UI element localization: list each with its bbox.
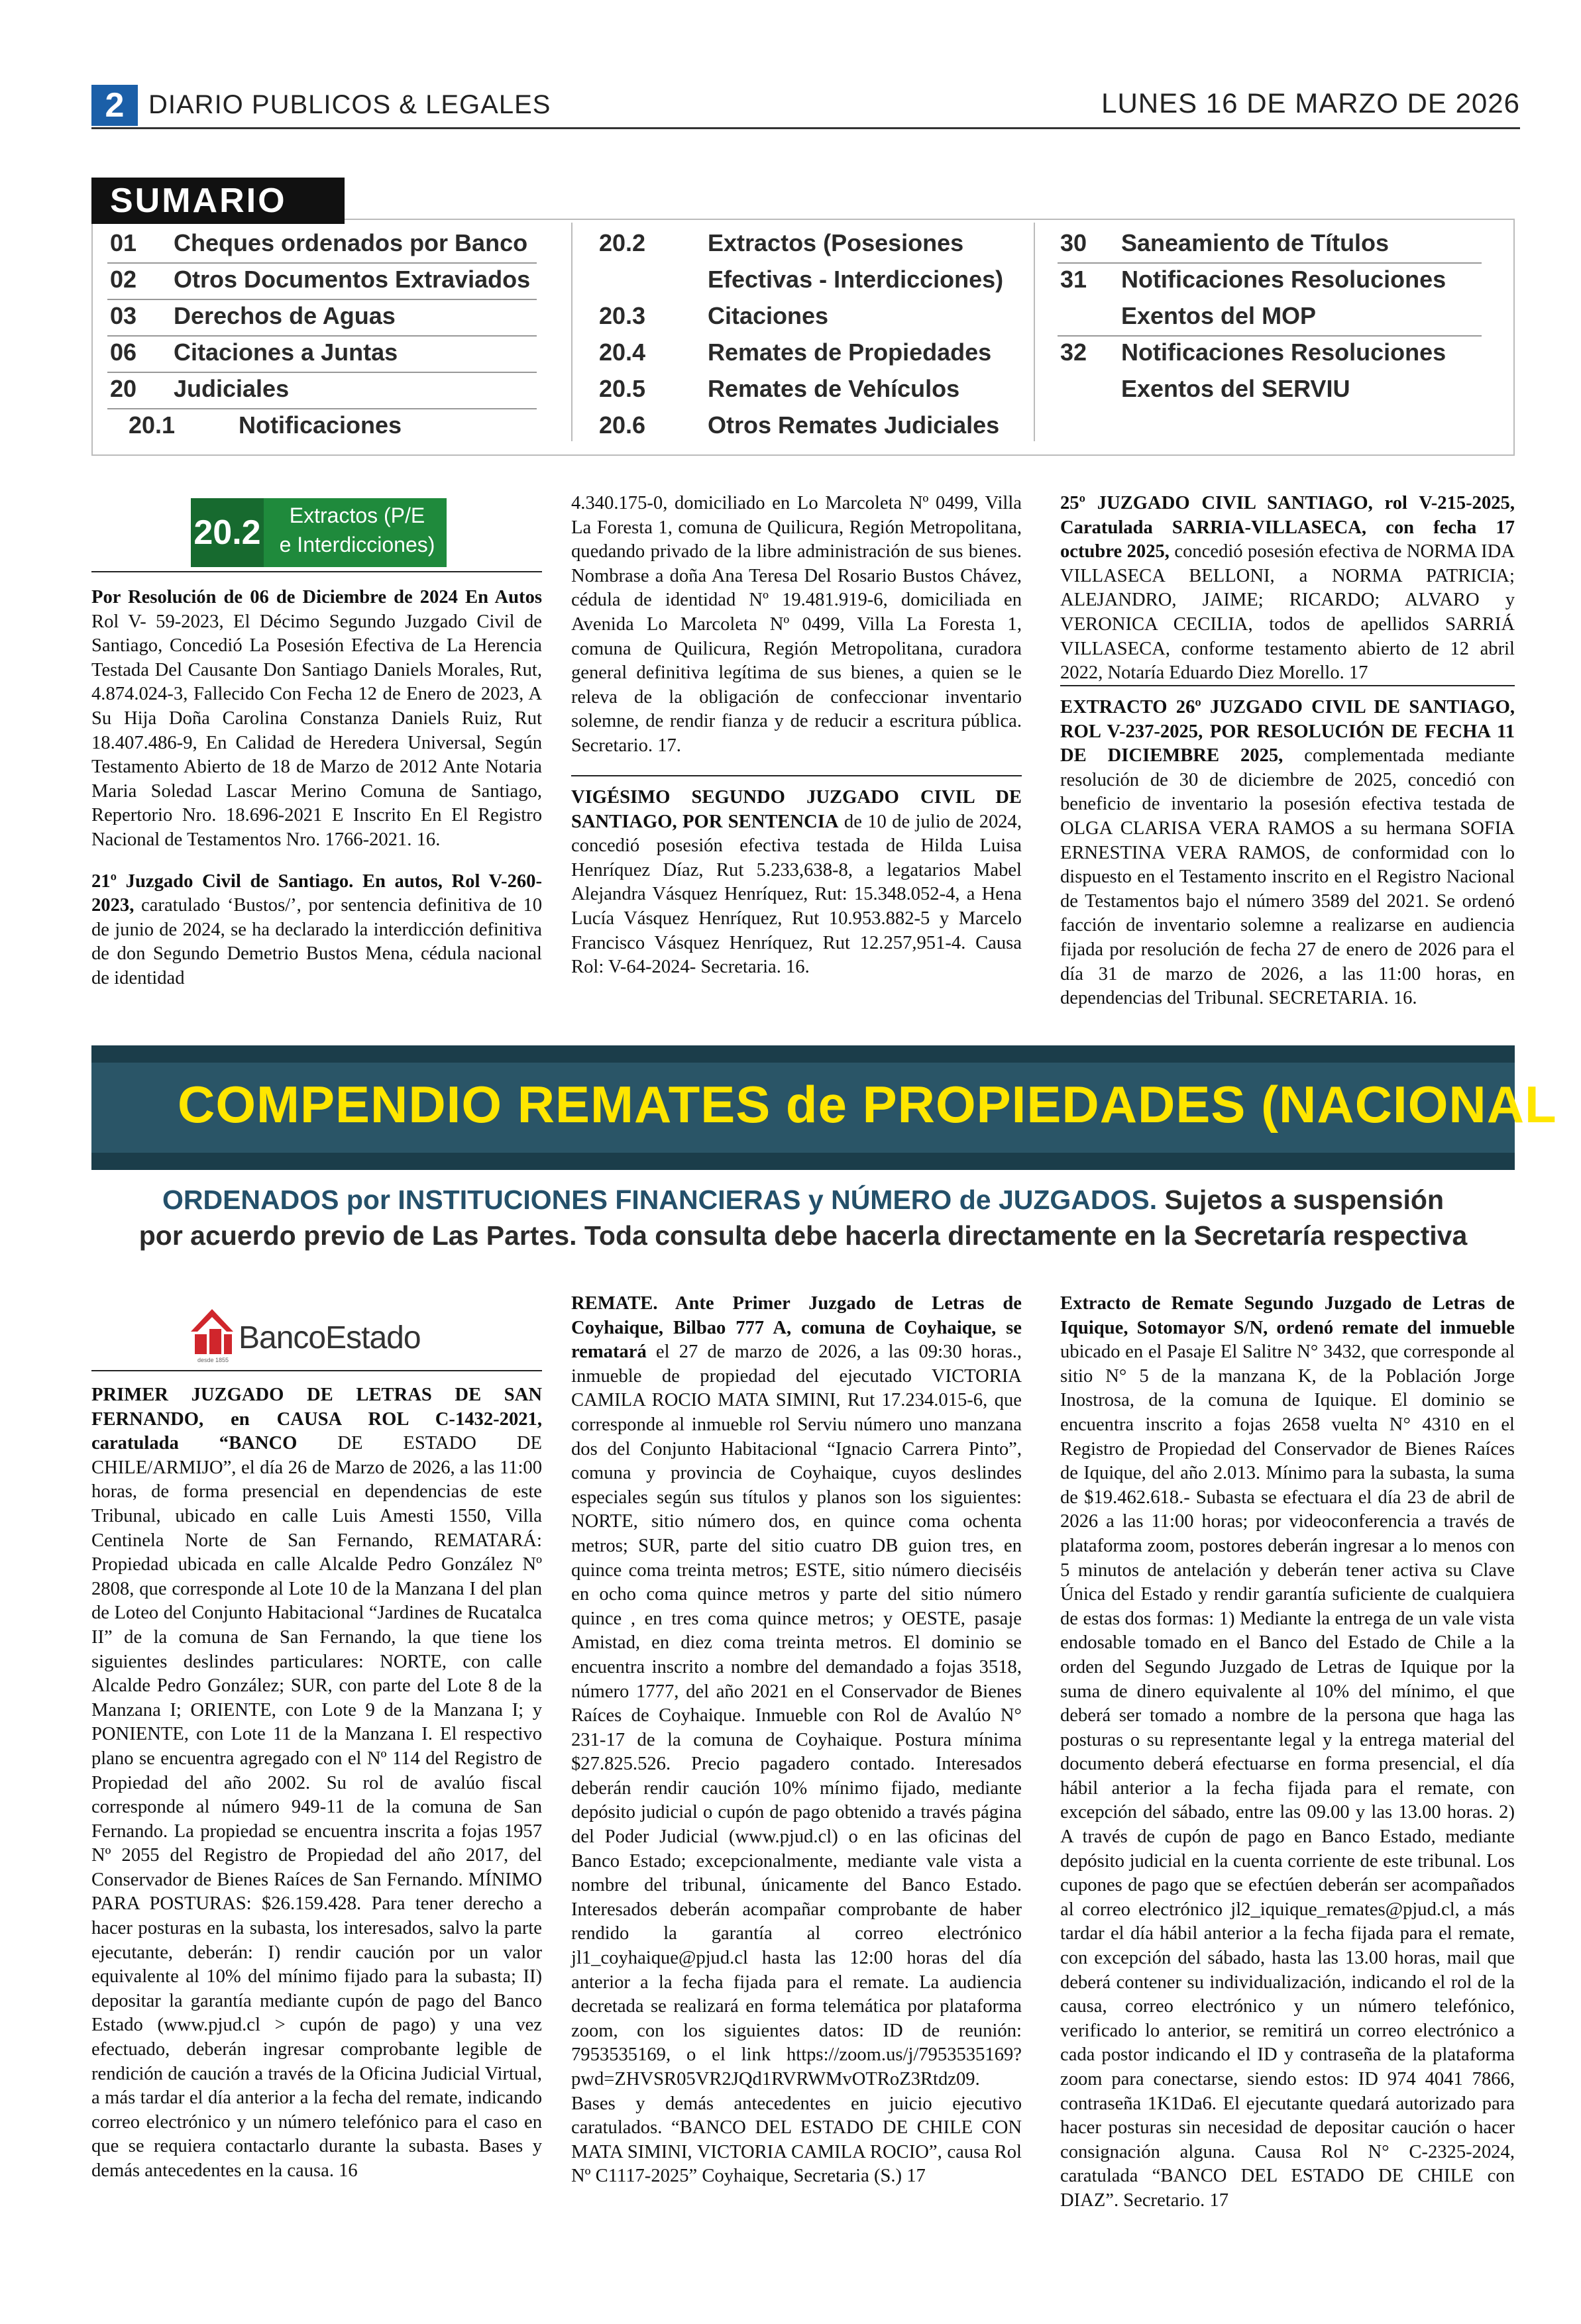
sumario-item-label: Citaciones a Juntas (174, 339, 398, 366)
remates-column-3 (1060, 1292, 1515, 2231)
sumario-row-divider (107, 262, 537, 264)
sumario-item-number: 20.5 (599, 375, 646, 402)
sumario-item-label: Notificaciones Resoluciones (1121, 339, 1446, 366)
extracto-item (571, 492, 1022, 759)
section-title (268, 501, 447, 559)
extracto-body-continued: 4.340.175-0, domiciliado en Lo Marcoleta Nº 0499, Villa La Foresta 1, comuna de Quilicura, Región Metropolitana, quedando privado de la libre administración de sus bienes. Nombrase a doña Ana Teresa Del Rosario Bustos Chávez, cédula de identidad Nº 19.481.919-6, domiciliada en Avenida Lo Marcoleta Nº 0499, Villa La Foresta 1, comuna de Quilicura, Región Metropolitana, curadora general definitiva legítima de sus bienes, a quien se le releva de la obligación de confeccionar inventario solemne, de rendir fianza y de reducir a escritura pública. Secretario. 17. (571, 493, 1022, 756)
sumario-item-label: Extractos (Posesiones (708, 229, 964, 256)
publication-name: DIARIO PUBLICOS & LEGALES (148, 90, 551, 119)
sumario-item-number: 32 (1060, 339, 1087, 366)
remate-item (91, 1383, 542, 2184)
sumario-item-number: 03 (110, 302, 137, 329)
compendio-title: COMPENDIO REMATES de PROPIEDADES (NACIONAL (178, 1075, 1557, 1134)
extracto-body: complementada mediante resolución de 30 de diciembre de 2025, concedió con beneficio de inventario la posesión efectiva testada de OLGA CLARISA VERA RAMOS a su hermana SOFIA ERNESTINA VERA RAMOS, de conformidad con lo dispuesto en el Testamento inscrito en el Registro Nacional de Testamentos bajo el número 3589 del 2021. Se ordenó facción de inventario solemne a realizarse en audiencia fijada por resolución de fecha 27 de enero de 2026 para el día 31 de marzo de 2026, a las 11:00 horas, en dependencias del Tribunal. SECRETARIA. 16. (1060, 745, 1515, 1009)
compendio-banner-bottom-strip (91, 1153, 1515, 1170)
sumario-row-divider (107, 408, 537, 409)
sumario-item-label: Remates de Propiedades (708, 339, 992, 366)
sumario-item-label: Saneamiento de Títulos (1121, 229, 1390, 256)
sumario-item-label: Notificaciones (239, 411, 402, 439)
sumario-item (1060, 266, 1446, 302)
sumario-title: SUMARIO (91, 178, 345, 224)
logo-wordmark: BancoEstado (239, 1320, 421, 1355)
sumario-item-number: 31 (1060, 266, 1087, 293)
extracto-body: caratulado ‘Bustos/’, por sentencia definitiva de 10 de junio de 2024, se ha declarado la interdicción definitiva de don Segundo Demetrio Bustos Mena, cédula nacional de identidad (91, 895, 542, 988)
sumario-item (110, 229, 528, 266)
extracto-item (1060, 492, 1515, 686)
sumario-item (1060, 339, 1446, 375)
extracto-body: Rol V- 59-2023, El Décimo Segundo Juzgado Civil de Santiago, Concedió La Posesión Efectiva de La Herencia Testada Del Causante Don Santiago Daniels Morales, Rut, 4.874.024-3, Fallecido Con Fecha 12 de Enero de 2023, A Su Hija Doña Carolina Constanza Daniels Ruiz, Rut 18.407.486-9, En Calidad de Heredera Universal, Según Testamento Abierto de 18 de Marzo de 2012 Ante Notaria Maria Soledad Lascar Merino Comuna de Santiago, Repertorio Nro. 18.696-2021 E Inscrito En El Registro Nacional de Testamentos Nro. 1766-2021. 16. (91, 611, 542, 850)
sumario-item (599, 411, 1000, 448)
sumario-divider (571, 223, 572, 441)
sumario-row-divider (107, 372, 537, 373)
column-rule (571, 775, 1022, 776)
sumario-row-divider (1058, 335, 1482, 337)
sumario-item-label: Exentos del SERVIU (1121, 375, 1350, 402)
sumario-item-number: 20 (110, 375, 137, 402)
sumario-item-number: 02 (110, 266, 137, 293)
compendio-subtitle-2: por acuerdo previo de Las Partes. Toda consulta debe hacerla directamente en la Secretaría respectiva (138, 1220, 1468, 1251)
sumario-row-divider (107, 335, 537, 337)
sumario-item-number: 20.1 (129, 411, 176, 439)
sumario-item-label: Citaciones (708, 302, 829, 329)
remate-item (571, 1292, 1022, 2189)
remate-heading: REMATE. Ante Primer Juzgado de Letras de Coyhaique, Bilbao 777 A, comuna de Coyhaique, se rematará (571, 1293, 1022, 1363)
extracto-heading: 21º Juzgado Civil de Santiago. En autos, Rol V-260-2023, (91, 871, 542, 916)
sumario-item (599, 302, 829, 339)
extracto-heading: Por Resolución de 06 de Diciembre de 2024 En Autos (91, 587, 542, 607)
compendio-banner-top-strip (91, 1045, 1515, 1063)
extracto-heading: 25º JUZGADO CIVIL SANTIAGO, rol V-215-2025, Caratulada SARRIA-VILLASECA, con fecha 17 octubre 2025, (1060, 493, 1515, 562)
sumario-item-number: 30 (1060, 229, 1087, 256)
sumario-item-number: 20.2 (599, 229, 646, 256)
sumario-item (599, 339, 992, 375)
sumario-item (110, 266, 531, 302)
extracto-item (91, 586, 542, 853)
compendio-subtitle-highlight: ORDENADOS por INSTITUCIONES FINANCIERAS y NÚMERO de JUZGADOS. (162, 1185, 1158, 1215)
sumario-item (599, 229, 964, 266)
extracto-item (91, 870, 542, 991)
remates-column-2 (571, 1292, 1022, 2206)
extracto-item (1060, 696, 1515, 1011)
remate-body: el 27 de marzo de 2026, a las 09:30 horas., inmueble de propiedad del ejecutado VICTORIA CAMILA ROCIO MATA SIMINI, Rut 17.234.015-6, que corresponde al inmueble rol Serviu número uno manzana dos del Conjunto Habitacional “Ignacio Carrera Pinto”, comuna y provincia de Coyhaique, cuyos deslindes especiales según sus títulos y planos son los siguientes: NORTE, sitio número dos, en quince coma ochenta metros; SUR, parte del sitio cuatro DB guion tres, en quince coma treinta metros; ESTE, sitio número dieciséis en ocho coma quince metros y parte del sitio número quince , en tres coma quince metros; y OESTE, pasaje Amistad, en diez coma treinta metros. El dominio se encuentra inscrito a nombre del demandado a fojas 3518, número 1777, del año 2021 en el Conservador de Bienes Raíces de Coyhaique. Inmueble con Rol de Avalúo N° 231-17 de la comuna de Coyhaique. Postura mínima $27.825.526. Precio pagadero contado. Interesados deberán rendir caución 10% mínimo fijado, mediante depósito judicial o cupón de pago obtenido a través página del Poder Judicial (www.pjud.cl) o en las oficinas del Banco Estado; excepcionalmente, mediante vale vista a nombre del tribunal, únicamente del Banco Estado. Interesados deberán acompañar comprobante de haber rendido la garantía al correo electrónico jl1_coyhaique@pjud.cl hasta las 12:00 horas del día anterior a la fecha fijada para el remate. La audiencia decretada se realizará en forma telemática por plataforma zoom, con los siguientes datos: ID de reunión: 7953535169, o el link https://zoom.us/j/7953535169? pwd=ZHVSR05VR2JQd1RVRWMvOTRoZ3Rtdz09. Bases y demás antecedentes en juicio ejecutivo caratulados. “BANCO DEL ESTADO DE CHILE CON MATA SIMINI, VICTORIA CAMILA ROCIO”, causa Rol Nº C1117-2025” Coyhaique, Secretaria (S.) 17 (571, 1342, 1022, 2187)
sumario-item-label: Notificaciones Resoluciones (1121, 266, 1446, 293)
sumario-item-number: 06 (110, 339, 137, 366)
sumario-item-number: 20.6 (599, 411, 646, 439)
bancoestado-logo (188, 1302, 440, 1369)
extracto-heading: VIGÉSIMO SEGUNDO JUZGADO CIVIL DE SANTIAGO, POR SENTENCIA (571, 787, 1022, 832)
extracto-item (571, 786, 1022, 980)
sumario-row-divider (1058, 262, 1482, 264)
section-number: 20.2 (191, 498, 264, 567)
sumario-item-label: Derechos de Aguas (174, 302, 396, 329)
remate-heading: PRIMER JUZGADO DE LETRAS DE SAN FERNANDO, en CAUSA ROL C-1432-2021, caratulada “BANCO (91, 1385, 542, 1454)
remates-column-1 (91, 1383, 542, 2201)
extractos-column-2 (571, 492, 1022, 776)
column-rule (1060, 685, 1515, 686)
sumario-item-number: 01 (110, 229, 137, 256)
sumario-item (599, 375, 960, 411)
sumario-item (110, 375, 290, 411)
remate-body: DE ESTADO DE CHILE/ARMIJO”, el día 26 de Marzo de 2026, a las 11:00 horas, de forma presencial en dependencias de este Tribunal, ubicado en calle Luis Amesti 1550, Villa Centinela Norte de San Fernando, REMATARÁ: Propiedad ubicada en calle Alcalde Pedro González Nº 2808, que corresponde al Lote 10 de la Manzana I del plan de Loteo del Conjunto Habitacional “Jardines de Rucatalca II” de la comuna de San Fernando, la que tiene los siguientes deslindes particulares: NORTE, con calle Alcalde Pedro González; SUR, con parte del Lote 8 de la Manzana I; ORIENTE, con Lote 9 de la Manzana I; y PONIENTE, con Lote 11 de la Manzana I. El respectivo plano se encuentra agregado con el Nº 114 del Registro de Propiedad del año 2002. Su rol de avalúo fiscal corresponde al número 949-11 de la comuna de San Fernando. La propiedad se encuentra inscrita a fojas 1957 Nº 2055 del Registro de Propiedad del año 2017, del Conservador de Bienes Raíces de San Fernando. MÍNIMO PARA POSTURAS: $26.159.428. Para tener derecho a hacer posturas en la subasta, los interesados, salvo la parte ejecutante, deberán: I) rendir caución por un valor equivalente al 10% del mínimo fijado para la subasta; II) depositar la garantía mediante cupón de pago del Banco Estado (www.pjud.cl > cupón de pago) y una vez efectuado, deberán ingresar comprobante legible de rendición de caución a través de la Oficina Judicial Virtual, a más tardar el día anterior a la fecha del remate, indicando correo electrónico y un número telefónico para el caso en que se requiera contactarlo durante la subasta. Bases y demás antecedentes en la causa. 16 (91, 1433, 542, 2181)
logo-tagline: desde 1855 (197, 1357, 229, 1363)
compendio-subtitle-rest: Sujetos a suspensión (1157, 1185, 1445, 1215)
issue-date: LUNES 16 DE MARZO DE 2026 (1101, 87, 1520, 119)
sumario-item-label: Otros Documentos Extraviados (174, 266, 531, 293)
extractos-column-3 (1060, 492, 1515, 703)
sumario-row-divider (107, 299, 537, 300)
sumario-item (129, 411, 402, 448)
extracto-body: concedió posesión efectiva de NORMA IDA VILLASECA BELLONI, a NORMA PATRICIA; ALEJANDRO, JAIME; RICARDO; ALVARO y VERONICA CECILIA, todos de apellidos SARRIÁ VILLASECA, conforme testamento abierto de 12 abril 2022, Notaría Eduardo Diez Morello. 17 (1060, 541, 1515, 684)
sumario-item-label: Exentos del MOP (1121, 302, 1317, 329)
sumario-item (1060, 229, 1390, 266)
sumario-item-label: Cheques ordenados por Banco (174, 229, 528, 256)
remate-body: ubicado en el Pasaje El Salitre N° 3432, que corresponde al sitio N° 5 de la manzana K, de la Población Jorge Inostrosa, de la comuna de Iquique. El dominio se encuentra inscrito a fojas 2658 vuelta N° 4310 en el Registro de Propiedad del Conservador de Bienes Raíces de Iquique, del año 2.013. Mínimo para la subasta, la suma de $19.462.618.- Subasta se efectuara el día 23 de abril de 2026 a las 11:00 horas; por videoconferencia a través de plataforma zoom, postores deberán ingresar a lo menos con 5 minutos de antelación y deberán tener activa su Clave Única del Estado y rendir garantía suficiente de cualquiera de estas dos formas: 1) Mediante la entrega de un vale vista endosable tomado en el Banco del Estado de Chile a la orden del Segundo Juzgado de Letras de Iquique por la suma de dinero equivalente al 10% del mínimo, el que deberá ser tomado a nombre de la persona que haga las posturas o su representante legal y la entrega material del documento deberá efectuarse en forma presencial, el día hábil anterior a la fecha fijada para el remate, con excepción del sábado, entre las 09.00 y las 13.00 horas. 2) A través de cupón de pago en Banco Estado, mediante depósito judicial en la cuenta corriente de este tribunal. Los cupones de pago que se efectúen deberán ser acompañados al correo electrónico jl2_iquique_remates@pjud.cl, a más tardar el día hábil anterior a la fecha fijada para el remate, con excepción del sábado, hasta las 13.00 horas, mail que deberá contener su individualización, indicando el rol de la causa, correo electrónico y un número telefónico, verificado lo anterior, se remitirá un correo electrónico a cada postor indicando el ID y contraseña de la plataforma zoom para conectarse, siendo estos: ID 974 4041 7866, contraseña 1K1Da6. El ejecutante quedará autorizado para hacer posturas sin necesidad de depositar caución o hacer consignación alguna. Causa Rol N° C-2325-2024, caratulada “BANCO DEL ESTADO DE CHILE con DIAZ”. Secretario. 17 (1060, 1342, 1515, 2211)
sumario-item-label: Efectivas - Interdicciones) (708, 266, 1004, 293)
extractos-column-1 (91, 586, 542, 1008)
column-rule (91, 1370, 542, 1371)
extractos-column-2b (571, 786, 1022, 997)
sumario-item-number: 20.3 (599, 302, 646, 329)
sumario-divider (1034, 223, 1035, 441)
sumario-item (110, 302, 396, 339)
sumario-item-label: Judiciales (174, 375, 290, 402)
column-rule (91, 571, 542, 572)
extracto-heading: EXTRACTO 26º JUZGADO CIVIL DE SANTIAGO, ROL V-237-2025, POR RESOLUCIÓN DE FECHA 11 DE DICIEMBRE 2025, (1060, 697, 1515, 766)
extracto-body: de 10 de julio de 2024, concedió posesión efectiva testada de Hilda Luisa Henríquez Díaz, Rut 5.233,638-8, a legatarios Mabel Alejandra Vásquez Henríquez, Rut: 15.348.052-4, a Hena Lucía Vásquez Henríquez, Rut 10.953.882-5 y Marcelo Francisco Vásquez Henríquez, Rut 12.257,951-4. Causa Rol: V-64-2024- Secretaria. 16. (571, 811, 1022, 978)
sumario-item-number: 20.4 (599, 339, 646, 366)
sumario-item (110, 339, 398, 375)
remate-item (1060, 1292, 1515, 2213)
remate-heading: Extracto de Remate Segundo Juzgado de Letras de Iquique, Sotomayor S/N, ordenó remate del inmueble (1060, 1293, 1515, 1338)
section-title-line1: Extractos (P/E (289, 503, 425, 527)
header-rule (91, 127, 1520, 129)
compendio-subtitle-1 (91, 1185, 1515, 1216)
section-title-line2: e Interdicciones) (279, 533, 435, 556)
page-number: 2 (91, 85, 138, 126)
sumario-item-label: Otros Remates Judiciales (708, 411, 1000, 439)
extractos-column-3b (1060, 696, 1515, 1028)
sumario-item-label: Remates de Vehículos (708, 375, 960, 402)
